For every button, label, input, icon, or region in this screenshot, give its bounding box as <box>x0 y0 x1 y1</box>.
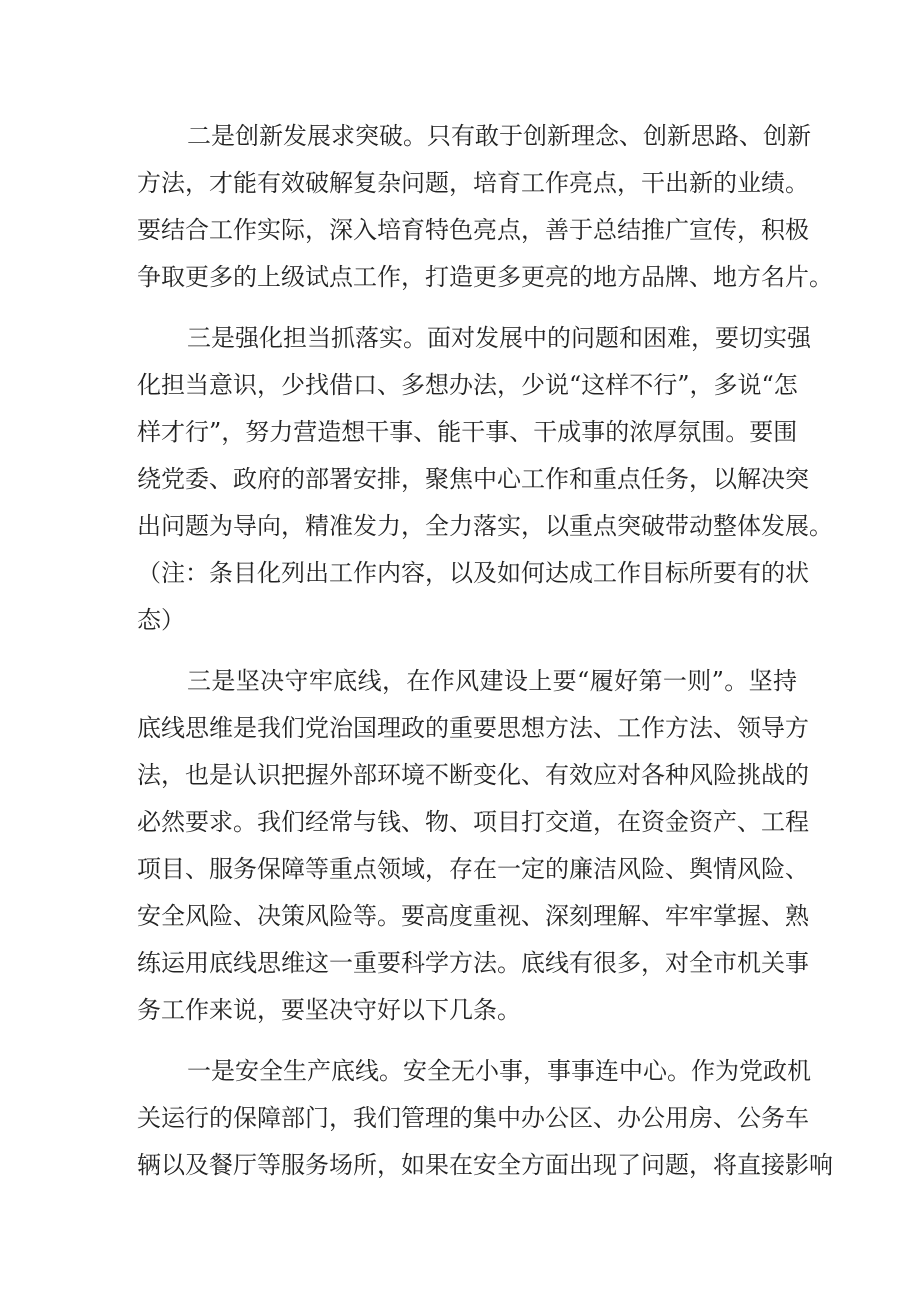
text-line: 底线思维是我们党治国理政的重要思想方法、工作方法、领导方 <box>137 714 809 742</box>
document-body <box>137 113 833 1189</box>
text-line: 方法，才能有效破解复杂问题，培育工作亮点，干出新的业绩。 <box>137 169 809 197</box>
text-line: 化担当意识，少找借口、多想办法，少说“这样不行”，多说“怎 <box>137 371 798 399</box>
paragraph-spacer <box>137 644 797 658</box>
text-line: 出问题为导向，精准发力，全力落实，以重点突破带动整体发展。 <box>137 512 833 540</box>
text-line: 一是安全生产底线。安全无小事，事事连中心。作为党政机 <box>187 1057 811 1085</box>
text-line: 态） <box>137 606 185 634</box>
text-line: 绕党委、政府的部署安排，聚焦中心工作和重点任务，以解决突 <box>137 465 809 493</box>
text-line: 练运用底线思维这一重要科学方法。底线有很多，对全市机关事 <box>137 949 809 977</box>
text-line: 二是创新发展求突破。只有敢于创新理念、创新思路、创新 <box>187 122 811 150</box>
text-line: 必然要求。我们经常与钱、物、项目打交道，在资金资产、工程 <box>137 808 809 836</box>
text-line: 安全风险、决策风险等。要高度重视、深刻理解、牢牢掌握、熟 <box>137 902 809 930</box>
text-line: 关运行的保障部门，我们管理的集中办公区、办公用房、公务车 <box>137 1104 809 1132</box>
text-line: 争取更多的上级试点工作，打造更多更亮的地方品牌、地方名片。 <box>137 263 833 291</box>
paragraph-responsibility <box>137 315 833 644</box>
text-line: 三是坚决守牢底线，在作风建设上要“履好第一则”。坚持 <box>187 667 797 695</box>
paragraph-spacer <box>137 1034 797 1048</box>
text-line: 法，也是认识把握外部环境不断变化、有效应对各种风险挑战的 <box>137 761 809 789</box>
paragraph-innovation <box>137 113 833 301</box>
text-line: 辆以及餐厅等服务场所，如果在安全方面出现了问题，将直接影响 <box>137 1151 833 1179</box>
paragraph-safety <box>137 1048 833 1189</box>
text-line: 样才行”，努力营造想干事、能干事、干成事的浓厚氛围。要围 <box>137 418 798 446</box>
text-line: 务工作来说，要坚决守好以下几条。 <box>137 996 521 1024</box>
text-line: 三是强化担当抓落实。面对发展中的问题和困难，要切实强 <box>187 324 811 352</box>
paragraph-spacer <box>137 301 797 315</box>
text-line: 要结合工作实际，深入培育特色亮点，善于总结推广宣传，积极 <box>137 216 809 244</box>
text-line: 项目、服务保障等重点领域，存在一定的廉洁风险、舆情风险、 <box>137 855 809 883</box>
text-line: （注：条目化列出工作内容，以及如何达成工作目标所要有的状 <box>137 559 809 587</box>
paragraph-bottom-line <box>137 658 809 1034</box>
